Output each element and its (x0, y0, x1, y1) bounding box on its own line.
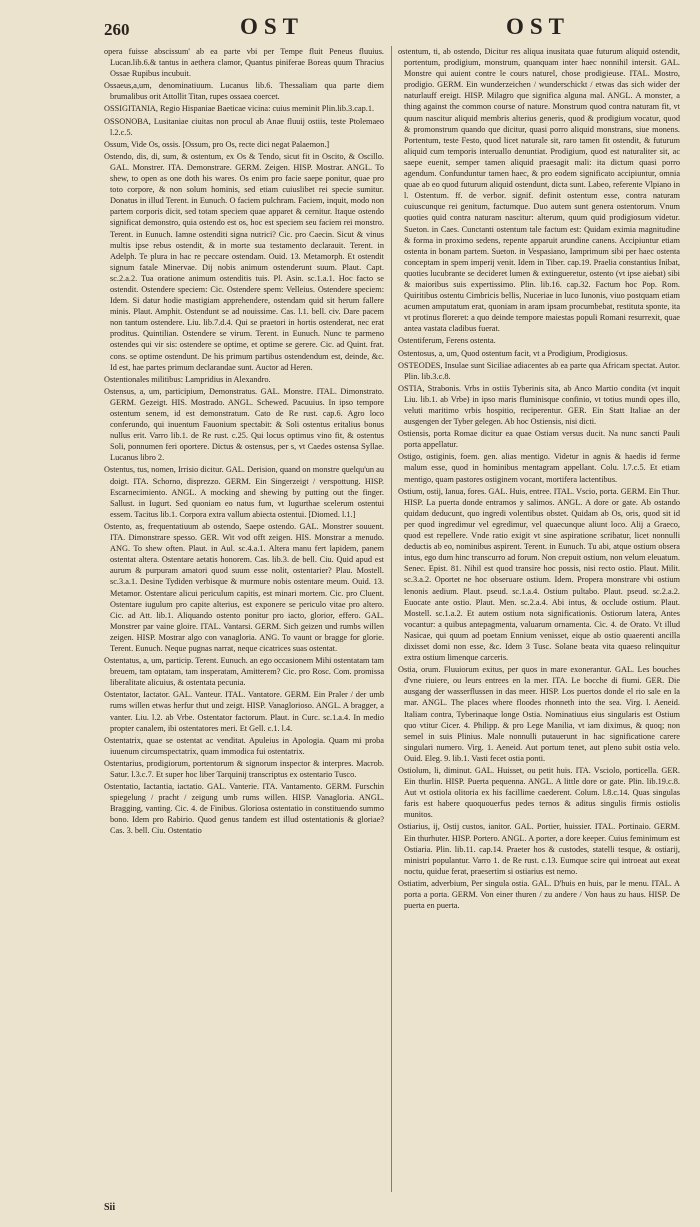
dictionary-entry: OSTIA, Strabonis. Vrbs in ostiis Tyberinis sita, ab Anco Martio condita (vt inquit Liu. lib.1. ab Vrbe) in ipso maris fluminisque confinio, vt totius mundi opes illo, veluti maritimo vrbis hospitio, reciperentur. GER. Ein Statt Italiae an der ausgengen der Tyber gelegen. Ab hoc Ostiensis, nisi dicti. (398, 383, 680, 427)
dictionary-entry: Ostigo, ostiginis, foem. gen. alias mentigo. Videtur in agnis & haedis id ferme malum esse, quod in hominibus mentagram appellant. Colu. l.7.c.5. Et etiam mentigo, quam pastores ostiginem vocant, mortifera lactentibus. (398, 452, 680, 484)
dictionary-entry: Ostentator, Iactator. GAL. Vanteur. ITAL. Vantatore. GERM. Ein Praler / der umb rums willen etwas herfur thut und zeigt. HISP. Vanaglorioso. ANGL. A bragger, a vanter. Liu. l.2. ab Vrbe. Ostentator factorum. Plaut. in Curc. sc.1.a.4. In medio propter canalem, ibi ostentatores meri. Et Gell. c.1. l.4. (104, 690, 384, 733)
dictionary-entry: Ostento, as, frequentatiuum ab ostendo, Saepe ostendo. GAL. Monstrer souuent. ITA. Dimonstrare spesso. GER. Wit vod offt zeigen. HIS. Monstrar a menudo. ANG. To shew often. Plaut. in Aul. sc.4.a.1. Altera manu fert lapidem, panem ostentat altera. Ostentare aetatis honorem. Cas. lib.3. de bell. Ciu. Quid apud est aurum & purpuram amatori quod suum esse nolit, ostentarier? Plau. Mostell. sc.3.a.1. Desine Tydiden verbisque & murmure nobis ostentare meum. Ouid. 13. Metamor. Ostentare alicui periculum capitis, est minari mortem. Cic. pro Cluent. Ostentare iugulum pro capite alterius, est exponere se periculo vitae pro altero. Cic. ad Att. lib.1. Aliquando ostento ponitur pro iacto, glorior, effero. GAL. Monstrer par vaine gloire. ITAL. Vantarsi. GERM. Sich geizen und rumbs willen zeigen. HISP. Mostrar algo con vanagloria. ANG. To vaunt or bragge for glorie. Terent. Eunuch. Neque pugnas narrat, neque cicatrices suas ostentat. (104, 521, 384, 653)
running-head-right: OST (506, 14, 571, 39)
dictionary-entry: Ossaeus,a,um, denominatiuum. Lucanus lib.6. Thessaliam qua parte diem brumalibus orit Attollit Titan, rupes ossaea coercet. (104, 81, 384, 102)
signature-mark: Sii (104, 1202, 116, 1213)
left-column (104, 46, 384, 1192)
dictionary-entry: Ostentus, tus, nomen, Irrisio dicitur. GAL. Derision, quand on monstre quelqu'un au doigt. ITA. Schorno, disprezzo. GERM. Ein Singerzeigt / verspottung. HISP. Escarnecimiento. ANGL. A mocking and shewing by putting out the finger. Sallust. in Iugurt. Sed quoniam eo natus fum, vt Iugurthae scelerum ostentui essem. Tacitus lib.1. Corpora extra vallum abiecta ostentui. [Diomed. l.1.] (104, 465, 384, 519)
dictionary-entry: ostentum, ti, ab ostendo, Dicitur res aliqua inusitata quae futurum aliquid ostendit, portentum, prodigium, monstrum, quanquam inter haec nonnihil intersit. GAL. Monstre qui auient contre le cours naturel, chose prodigieuse. ITAL. Mostro, prodigio. GERM. Ein wunderzeichen / wunderschickt / etwas das sich wider der naturlauff ereigt. HISP. Milagro que significa alguna mal. ANGL. A monster, a thing against the common course of nature. Monstrum quod contra naturam fit, vt quum nascitur aliquid membris alterius generis, quod & prodigium vocatur, quod & promonstrum quando que dicitur, quasi porro aliquid monstrans, siue monens. Portentum, teste Festo, quod licet naturale sit, raro tamen fit ostendit, & futurum aliquid cum temporis interuallo denuntiat. Prodigium, quod est naturaliter sit, ac saepe euenit, semper tamen aliquid praesagit mali: ita dictum quasi porro agendum. Confunduntur tamen haec, & pro eodem significato accipiuntur, omnia quae ab eo quod futurum aliquid ostendunt, dicta sunt. Labeo, referente Vlpiano in l. Ostentum. ff. de verbor. signif. definit ostentum esse, contra naturam cuiuscunque rei genitum, factumque. Duo autem sunt genera ostentorum. Vnum quoties quid contra naturam nascitur: alterum, quum quid prodigiosum videtur. Sueton. in Caes. Cunctanti ostentum tale factum est: Quidam eximia magnitudine & forma in proximo sedens, repente apparuit arundine canens. Accipiuntur etiam ostenta in bonam partem. Sueton. in Vespasiano, Iamprimum sibi per haec ostenta conceptam in spem imperij venit. Idem in Tiber. cap.19. Praelia constantius Inibat, quoties lucubrante se decideret lumen & extingueretur, ostento (vt ipse aiebat) sibi & maioribus suis expertissimo. Plin. lib.16. cap.32. Factum hoc Pop. Rom. Quiritibus ostentu Cimbricis bellis, Nuceriae in luco Iunonis, viuo postquam etiam acumen amputatum erat, quoniam in aram ipsam procumbebat, restituta sponte, ita vt protinus floreret: a quo deinde tempore maiestas populi Romani resurrexit, quae antea vastata cladibus fuerat. (398, 47, 680, 334)
dictionary-entry: Ostium, ostij, Ianua, fores. GAL. Huis, entree. ITAL. Vscio, porta. GERM. Ein Thur. HISP. La puerta donde entramos y salimos. ANGL. A dore or gate. Ab ostando quidam deducunt, quo ingredi volentibus obstet. Quidam ab Os, oris, quod sit id per quod ingredimur vel egredimur, vel quaecunque aliunt loco. Alij a Graeco, quod est repellere. Vnde ratio exigit vt sine aspiratione scribatur, licet nonnulli deductis ab eo, nominibus aspirent. Terent. in Eunuch. Tu abi, atque ostium obsera intus, ego dum hinc transcurro ad forum. Non crepuit ostium, non velum eleuatum. Senec. Epist. 81. Nihil est quod transire hoc possis, nisi recto ostio. Plaut. Milit. sc.3.a.2. Oportet ne hoc obseruare ostium. Idem. Propera monstrare vbi ostium lenonis aedium. Plaut. pseud. sc.1.a.4. Ostium pultabo. Plaut. pseud. sc.2.a.2. Euocate ante ostio. Plaut. Men. sc.2.a.4. Abi intus, & occlude ostium. Plaut. Mostell. sc.1.a.2. Et autem ostium nota significationis. Ostiorum latera, Antes vocantur: a quibus antepagmenta, valuarum ornamenta. Cic. 4. de Orato. Vt illud Nasicae, qui quum ad poetam Ennium venisset, eique ab ostio quaerenti ancilla dixisset domi non esse, &c. Idem 3 Tusc. Solane beata vita quaeso relinquitur extra ostium limenque carceris. (398, 486, 680, 663)
dictionary-entry: Ostiarius, ij, Ostij custos, ianitor. GAL. Portier, huissier. ITAL. Portinaio. GERM. Ein thurhuter. HISP. Portero. ANGL. A porter, a dore keeper. Cuius feminimum est Ostiaria. Plin. lib.11. cap.14. Praeter hos & custodes, statelli tesque, & ostiarij, ministri populantur. Varro 1. de Re rust. c.13. Eumque scire qui introeat aut exeat noctu, quidue ferat, praesertim si ostiarius est nemo. (398, 822, 680, 876)
column-divider (391, 46, 392, 1192)
page-number: 260 (104, 20, 130, 39)
dictionary-entry: Ostentatus, a, um, particip. Terent. Eunuch. an ego occasionem Mihi ostentatam tam breuem, tam optatam, tam insperatam, Amitterem? Cic. pro Rosc. Com. promissa liberalitate alicuius, & ostentata pecunia. (104, 656, 384, 688)
dictionary-entry: Ostentarius, prodigiorum, portentorum & signorum inspector & interpres. Macrob. Satur. l.3.c.7. Et super hoc liber Tarquinij transcriptus ex ostentario Tusco. (104, 758, 384, 779)
dictionary-entry: Ostiolum, li, diminut. GAL. Huisset, ou petit huis. ITA. Vsciolo, porticella. GER. Ein thurlin. HISP. Puerta pequenna. ANGL. A little dore or gate. Plin. lib.19.c.8. Aut vt ostiola olitoria ex his facillime caederent. Colum. l.8.c.14. Quas singulas faris est habere quoquouerfus pedes ternos & aditus singulis firmis ostiolis munitos. (398, 766, 680, 820)
dictionary-entry: OSTEODES, Insulae sunt Siciliae adiacentes ab ea parte qua Africam spectat. Autor. Plin. lib.3.c.8. (398, 360, 680, 381)
dictionary-entry: Ostentatrix, quae se ostentat ac venditat. Apuleius in Apologia. Quam mi proba iuuenum circumspectatrix, quam immodica fui ostentatrix. (104, 735, 384, 756)
dictionary-entry: OSSIGITANIA, Regio Hispaniae Baeticae vicina: cuius meminit Plin.lib.3.cap.1. (104, 104, 375, 114)
dictionary-entry: Ostiensis, porta Romae dicitur ea quae Ostiam versus ducit. Na nunc sancti Pauli porta appellatur. (398, 429, 680, 450)
dictionary-entry: Ossum, Vide Os, ossis. [Ossum, pro Os, recte dici negat Palaemon.] (104, 139, 330, 149)
dictionary-entry: Ostentatio, Iactantia, iactatio. GAL. Vanterie. ITA. Vantamento. GERM. Furschin spiegelung / pracht / zeigung umb rums willen. HISP. Vanagloria. ANGL. Bragging, vanting. Cic. 4. de Finibus. Gloriosa ostentatio in constituendo summo bono. Idem pro Rabirio. Quod genus tandem est illud ostentationis & gloriae? Cas. 3. bell. Ciu. Ostentatio (104, 782, 384, 836)
dictionary-entry: Ostentosus, a, um, Quod ostentum facit, vt a Prodigium, Prodigiosus. (398, 348, 628, 358)
dictionary-entry: OSSONOBA, Lusitaniae ciuitas non procul ab Anae fluuij ostiis, teste Ptolemaeo l.2.c.5. (104, 116, 384, 137)
dictionary-entry: opera fuisse abscissum' ab ea parte vbi per Tempe fluit Peneus fluuius. Lucan.lib.6.& tantus in aethera clamor, Quantus piniferae Boreas quum Thracius Ossae Rupibus incubuit. (104, 47, 384, 79)
dictionary-entry: Ostentiferum, Ferens ostenta. (398, 336, 496, 346)
right-column (398, 46, 680, 1192)
dictionary-entry: Ostendo, dis, di, sum, & ostentum, ex Os & Tendo, sicut fit in Oscito, & Oscillo. GAL. Monstrer. ITA. Demonstrare. GERM. Zeigen. HISP. Mostrar. ANGL. To shew, to open as one doth his wares. Os enim pro facie saepe ponitur, quae pro toto corpore, & non solum hominis, sed etiam cuiuslibet rei specie sumitur. Donatus in illud Terent. in Eunuch. O faciem pulchram. Faciem, inquit, modo non partem corporis dicit, sed totam speciem quae apparet & cernitur. Itaque ostendo significat demonstro, quia ostendo est os, hoc est speciem seu faciem rei monstro. Terent. in Eunuch. Iamne ostenditi signa nutrici? Cic. pro Caecin. Sicut & vinus multis ipse rebus ostendit, & in morte sua testamento declarauit. Terent. in Adelph. Te plura in hac re peccare ostendam. Ouid. 13. Metamorph. Et ostendit signum fatale Minervae. Dij nobis animum ostenderunt suum. Plaut. Capt. sc.2.a.2. Tua oratione animum ostenditis tuis. Pl. Asin. sc.1.a.1. Hoc facto se ostendit. Ostendere speciem: Cic. Ostendere spem: Velleius. Ostendere speciem: Idem. Si datur hodie mastigiam apprehendere, ostendam quid sit herum fallere minis. Plaut. Amphit. Ostendunt se ad nouissime. Cas. l.1. bell. civ. Dare pacem non tantum ostendere. Liu. lib.7.d.4. Qui se praetori in hortis ostenderat, nec erat proditus. Quintilian. Ostendere se virum. Terent. in Eunuch. Nunc te parmeno ostendes qui vir sis: ostendere se optime, et optime se gerere. Cic. ad Quint. frat. cons. se optime ostendunt. De his primum partibus ostendendum est, deinde, &c. Id est, hae partes primum declarandae sunt. Auctor ad Heren. (104, 151, 384, 372)
dictionary-entry: Ostentionales militibus: Lampridius in Alexandro. (104, 374, 271, 384)
dictionary-entry: Ostensus, a, um, participium, Demonstratus. GAL. Monstre. ITAL. Dimonstrato. GERM. Gezeigt. HIS. Mostrado. ANGL. Schewed. Pacuuius. In ipso tempore ostentum senem, id est demonstratum. Cato de Re rust. cap.6. Agro loco conferundo, qui inuentum Fauonium spectabit: & Soli ostentus eritalius bonus nullus erit. Varro lib.1. de Re rust. c.25. Qui locus optimus vino fit, & ostentus Soli, ponnumen feri oportere. Dictus & ostensus, per s, vt Caedes ostensa Syllae. Lucanus libro 2. (104, 386, 384, 463)
dictionary-entry: Ostiatim, adverbium, Per singula ostia. GAL. D'huis en huis, par le menu. ITAL. A porta a porta. GERM. Von einer thuren / zu andere / Von haus zu haus. HISP. De puerta en puerta. (398, 878, 680, 911)
page-header (0, 14, 700, 42)
running-head-left: OST (240, 14, 305, 39)
dictionary-entry: Ostia, orum. Fluuiorum exitus, per quos in mare exonerantur. GAL. Les bouches d'vne riuiere, ou leurs entrees en la mer. ITA. Le bocche di fiumi. GER. Die ausgang der wasserflussen in das meer. HISP. Los puertos donde el rio sale en la mar. ANGL. The places where floodes rhonneth into the sea. Virg. l. Aeneid. Italiam contra, Tyberinaque longe Ostia. Nominatiuus eius singularis est Ostium quo vtitur Cicer. 4. Philipp. & pro Lege Manilia, vt iam diximus, & quoq; non semel in suis Plinius. Male nonnulli putauerunt in hac significatione carere singulari numero. Virg. 1. Aeneid. Aut portum tenet, aut pleno subit ostia velo. Ouid. Eleg. 9. lib.1. Vasti fecet ostia ponti. (398, 665, 680, 763)
